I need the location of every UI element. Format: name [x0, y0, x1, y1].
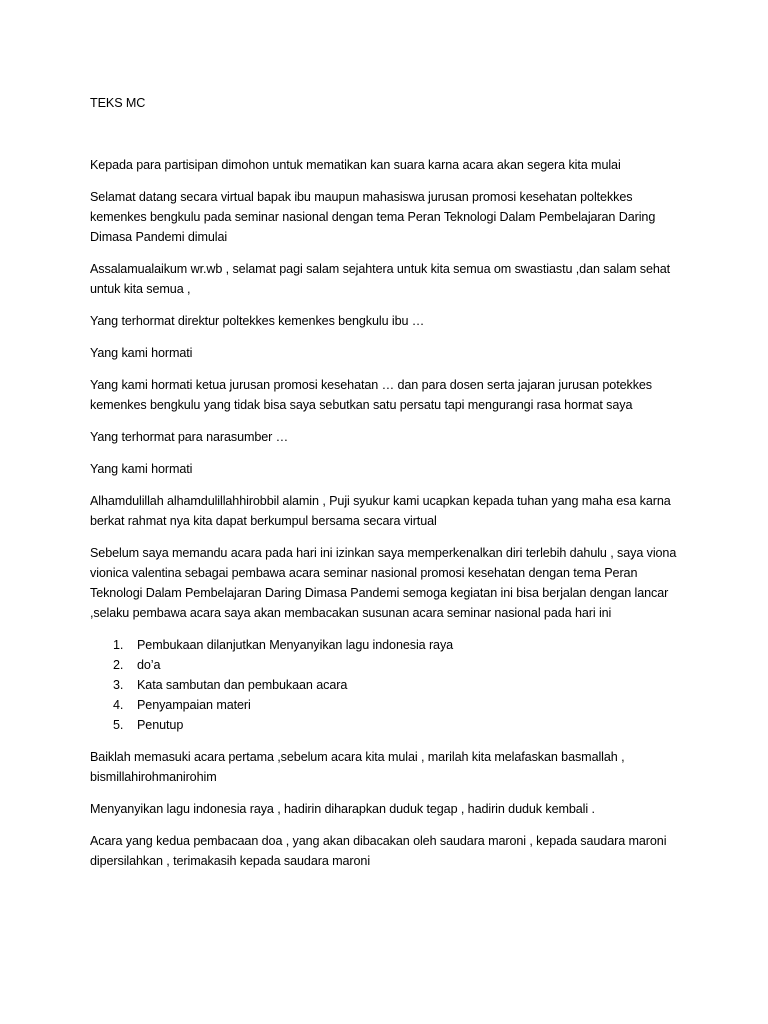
- paragraph: Sebelum saya memandu acara pada hari ini izinkan saya memperkenalkan diri terlebih dahulu , saya viona vionica valentina sebagai pembawa acara seminar nasional promosi kesehatan dengan tema Peran Teknologi Dalam Pembelajaran Daring Dimasa Pandemi semoga kegiatan ini bisa berjalan dengan lancar ,selaku pembawa acara saya akan membacakan susunan acara seminar nasional pada hari ini: [90, 546, 677, 620]
- agenda-item: [90, 695, 690, 715]
- paragraph: Yang kami hormati: [90, 346, 193, 360]
- paragraph: Selamat datang secara virtual bapak ibu maupun mahasiswa jurusan promosi kesehatan poltekkes kemenkes bengkulu pada seminar nasional dengan tema Peran Teknologi Dalam Pembelajaran Daring Dimasa Pandemi dimulai: [90, 190, 656, 244]
- paragraph: Baiklah memasuki acara pertama ,sebelum acara kita mulai , marilah kita melafaskan basmallah , bismillahirohmanirohim: [90, 750, 625, 784]
- agenda-item-text: do’a: [137, 658, 161, 672]
- agenda-item-text: Penutup: [137, 718, 184, 732]
- agenda-item-text: Pembukaan dilanjutkan Menyanyikan lagu indonesia raya: [137, 638, 454, 652]
- paragraph: Yang terhormat direktur poltekkes kemenkes bengkulu ibu …: [90, 314, 425, 328]
- paragraph: Kepada para partisipan dimohon untuk mematikan kan suara karna acara akan segera kita mulai: [90, 158, 621, 172]
- agenda-item: [90, 635, 690, 655]
- agenda-item: [90, 655, 690, 675]
- agenda-item-number: 5.: [113, 718, 124, 732]
- agenda-list: [90, 635, 690, 735]
- document-title: TEKS MC: [90, 96, 146, 110]
- agenda-item-text: Penyampaian materi: [137, 698, 251, 712]
- agenda-item: [90, 715, 690, 735]
- agenda-item-text: Kata sambutan dan pembukaan acara: [137, 678, 348, 692]
- paragraph: Yang terhormat para narasumber …: [90, 430, 289, 444]
- paragraph: Yang kami hormati: [90, 462, 193, 476]
- paragraph: Yang kami hormati ketua jurusan promosi kesehatan … dan para dosen serta jajaran jurusan potekkes kemenkes bengkulu yang tidak bisa saya sebutkan satu persatu tapi mengurangi rasa hormat saya: [90, 378, 653, 412]
- agenda-item-number: 2.: [113, 658, 124, 672]
- agenda-item: [90, 675, 690, 695]
- paragraph: Acara yang kedua pembacaan doa , yang akan dibacakan oleh saudara maroni , kepada saudara maroni dipersilahkan , terimakasih kepada saudara maroni: [90, 834, 667, 868]
- paragraph: Menyanyikan lagu indonesia raya , hadirin diharapkan duduk tegap , hadirin duduk kembali .: [90, 802, 595, 816]
- agenda-item-number: 3.: [113, 678, 124, 692]
- agenda-item-number: 1.: [113, 638, 124, 652]
- paragraph: Alhamdulillah alhamdulillahhirobbil alamin , Puji syukur kami ucapkan kepada tuhan yang maha esa karna berkat rahmat nya kita dapat berkumpul bersama secara virtual: [90, 494, 671, 528]
- agenda-item-number: 4.: [113, 698, 124, 712]
- document-body: [90, 93, 690, 883]
- paragraph: Assalamualaikum wr.wb , selamat pagi salam sejahtera untuk kita semua om swastiastu ,dan salam sehat untuk kita semua ,: [90, 262, 671, 296]
